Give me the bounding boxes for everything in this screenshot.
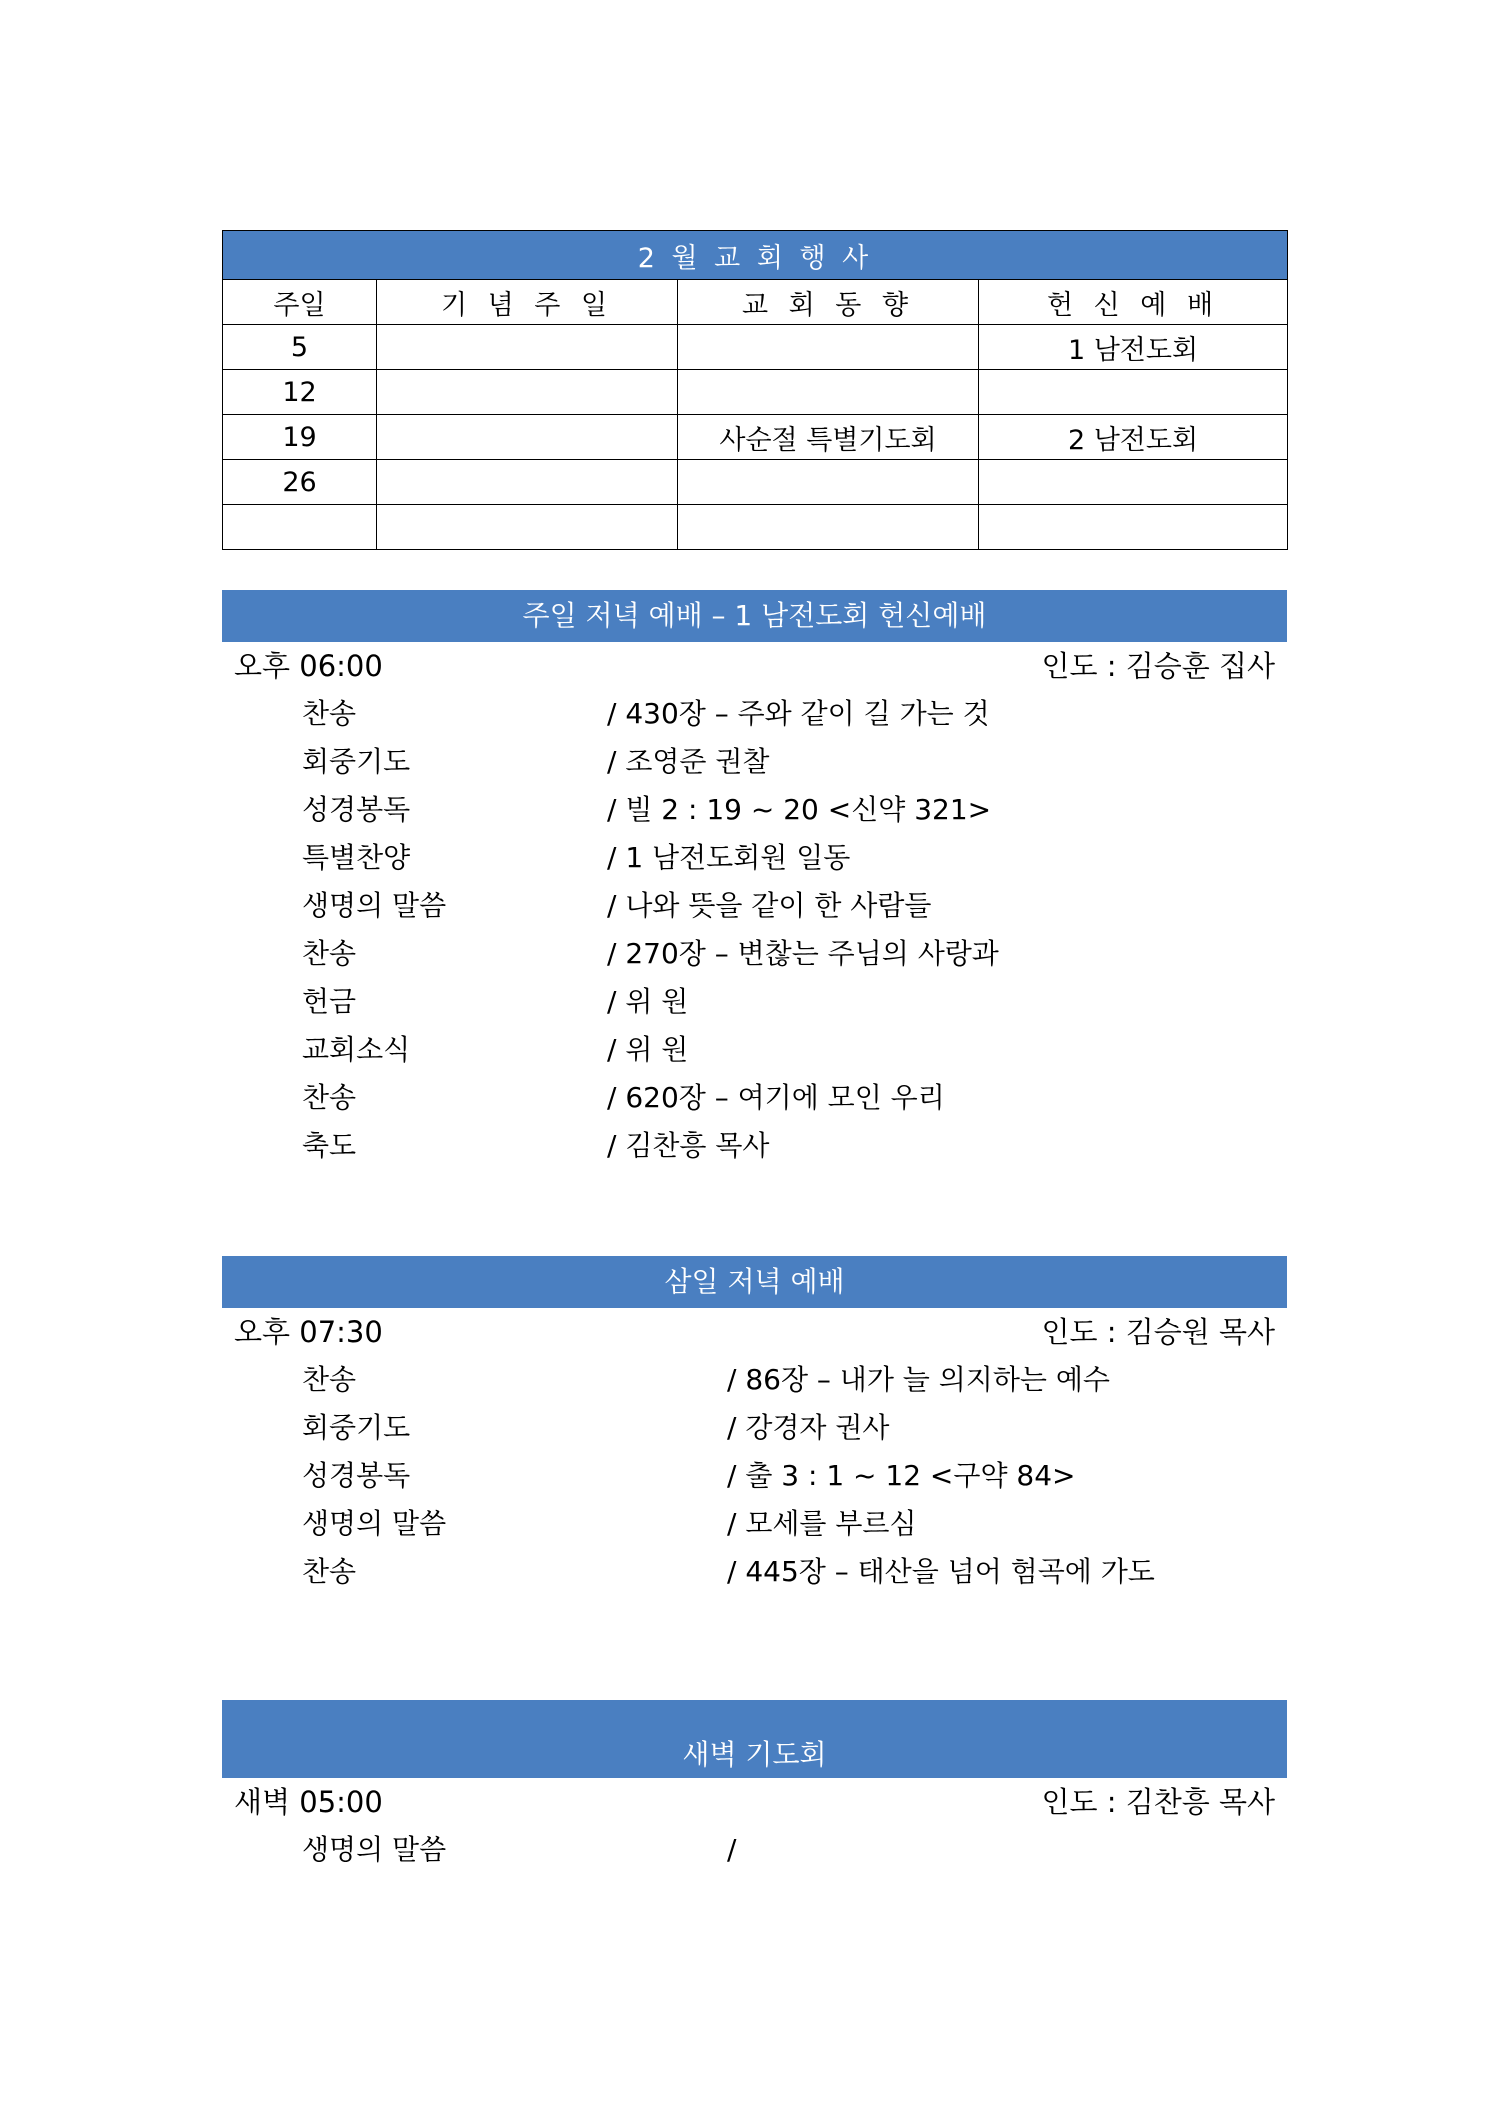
table-row (223, 505, 1288, 550)
order-value: / (727, 1833, 737, 1866)
order-value: / 김찬흥 목사 (607, 1129, 770, 1162)
order-value: / 조영준 권찰 (607, 745, 770, 778)
order-item (222, 882, 1287, 930)
order-value: / 1 남전도회원 일동 (607, 841, 851, 874)
cell-dedication: 1 남전도회 (979, 325, 1288, 370)
order-item (222, 786, 1287, 834)
service-meta (222, 1778, 1287, 1826)
order-item (222, 1404, 1287, 1452)
table-row (223, 370, 1288, 415)
service-meta (222, 1308, 1287, 1356)
order-label: 회중기도 (302, 745, 411, 778)
order-item (222, 1026, 1287, 1074)
order-label: 찬송 (302, 1363, 357, 1396)
order-label: 성경봉독 (302, 793, 411, 826)
order-label: 찬송 (302, 937, 357, 970)
order-item (222, 1500, 1287, 1548)
cell-dedication (979, 370, 1288, 415)
cell-memorial (377, 325, 678, 370)
sunday-evening-title: 주일 저녁 예배 – 1 남전도회 헌신예배 (222, 590, 1287, 642)
order-value: / 모세를 부르심 (727, 1507, 917, 1540)
service-leader: 인도 : 김찬흥 목사 (1041, 1785, 1275, 1819)
order-item (222, 1074, 1287, 1122)
order-item (222, 1122, 1287, 1170)
order-label: 성경봉독 (302, 1459, 411, 1492)
order-item (222, 978, 1287, 1026)
cell-dedication (979, 505, 1288, 550)
wednesday-evening-title: 삼일 저녁 예배 (222, 1256, 1287, 1308)
cell-date: 26 (223, 460, 377, 505)
order-value: / 빌 2 : 19 ~ 20 <신약 321> (607, 793, 992, 826)
header-dedication: 헌 신 예 배 (979, 280, 1288, 325)
wednesday-evening-section (222, 1256, 1287, 1596)
order-value: / 86장 – 내가 늘 의지하는 예수 (727, 1363, 1110, 1396)
order-label: 특별찬양 (302, 841, 411, 874)
cell-memorial (377, 415, 678, 460)
cell-date (223, 505, 377, 550)
service-meta (222, 642, 1287, 690)
service-time: 새벽 05:00 (234, 1785, 383, 1819)
cell-dedication (979, 460, 1288, 505)
service-leader: 인도 : 김승훈 집사 (1041, 649, 1275, 683)
order-value: / 위 원 (607, 985, 689, 1018)
order-label: 교회소식 (302, 1033, 411, 1066)
order-label: 생명의 말씀 (302, 889, 447, 922)
order-item (222, 1826, 1287, 1874)
cell-memorial (377, 460, 678, 505)
order-value: / 430장 – 주와 같이 길 가는 것 (607, 697, 990, 730)
order-item (222, 1548, 1287, 1596)
bulletin-page (222, 230, 1287, 1874)
order-label: 찬송 (302, 1555, 357, 1588)
order-item (222, 1356, 1287, 1404)
service-leader: 인도 : 김승원 목사 (1041, 1315, 1275, 1349)
sunday-evening-section (222, 590, 1287, 1170)
cell-news: 사순절 특별기도회 (678, 415, 979, 460)
service-time: 오후 06:00 (234, 649, 383, 683)
cell-memorial (377, 505, 678, 550)
cell-news (678, 460, 979, 505)
table-row (223, 415, 1288, 460)
cell-date: 19 (223, 415, 377, 460)
dawn-prayer-section (222, 1700, 1287, 1874)
dawn-prayer-title: 새벽 기도회 (222, 1700, 1287, 1778)
table-row (223, 460, 1288, 505)
cell-memorial (377, 370, 678, 415)
cell-news (678, 505, 979, 550)
cell-news (678, 370, 979, 415)
events-table-title: 2 월 교 회 행 사 (223, 231, 1288, 280)
cell-dedication: 2 남전도회 (979, 415, 1288, 460)
service-time: 오후 07:30 (234, 1315, 383, 1349)
cell-date: 12 (223, 370, 377, 415)
order-item (222, 834, 1287, 882)
order-label: 생명의 말씀 (302, 1507, 447, 1540)
header-sunday: 주일 (223, 280, 377, 325)
order-label: 헌금 (302, 985, 357, 1018)
order-item (222, 930, 1287, 978)
events-table (222, 230, 1288, 550)
header-church-news: 교 회 동 향 (678, 280, 979, 325)
order-label: 생명의 말씀 (302, 1833, 447, 1866)
cell-date: 5 (223, 325, 377, 370)
table-row (223, 325, 1288, 370)
order-item (222, 690, 1287, 738)
header-memorial: 기 념 주 일 (377, 280, 678, 325)
order-item (222, 738, 1287, 786)
order-value: / 위 원 (607, 1033, 689, 1066)
order-label: 찬송 (302, 697, 357, 730)
order-label: 찬송 (302, 1081, 357, 1114)
order-item (222, 1452, 1287, 1500)
order-value: / 620장 – 여기에 모인 우리 (607, 1081, 945, 1114)
table-header-row (223, 280, 1288, 325)
order-label: 회중기도 (302, 1411, 411, 1444)
order-value: / 출 3 : 1 ~ 12 <구약 84> (727, 1459, 1076, 1492)
order-value: / 나와 뜻을 같이 한 사람들 (607, 889, 932, 922)
cell-news (678, 325, 979, 370)
order-value: / 270장 – 변찮는 주님의 사랑과 (607, 937, 999, 970)
order-label: 축도 (302, 1129, 357, 1162)
order-value: / 445장 – 태산을 넘어 험곡에 가도 (727, 1555, 1155, 1588)
order-value: / 강경자 권사 (727, 1411, 890, 1444)
